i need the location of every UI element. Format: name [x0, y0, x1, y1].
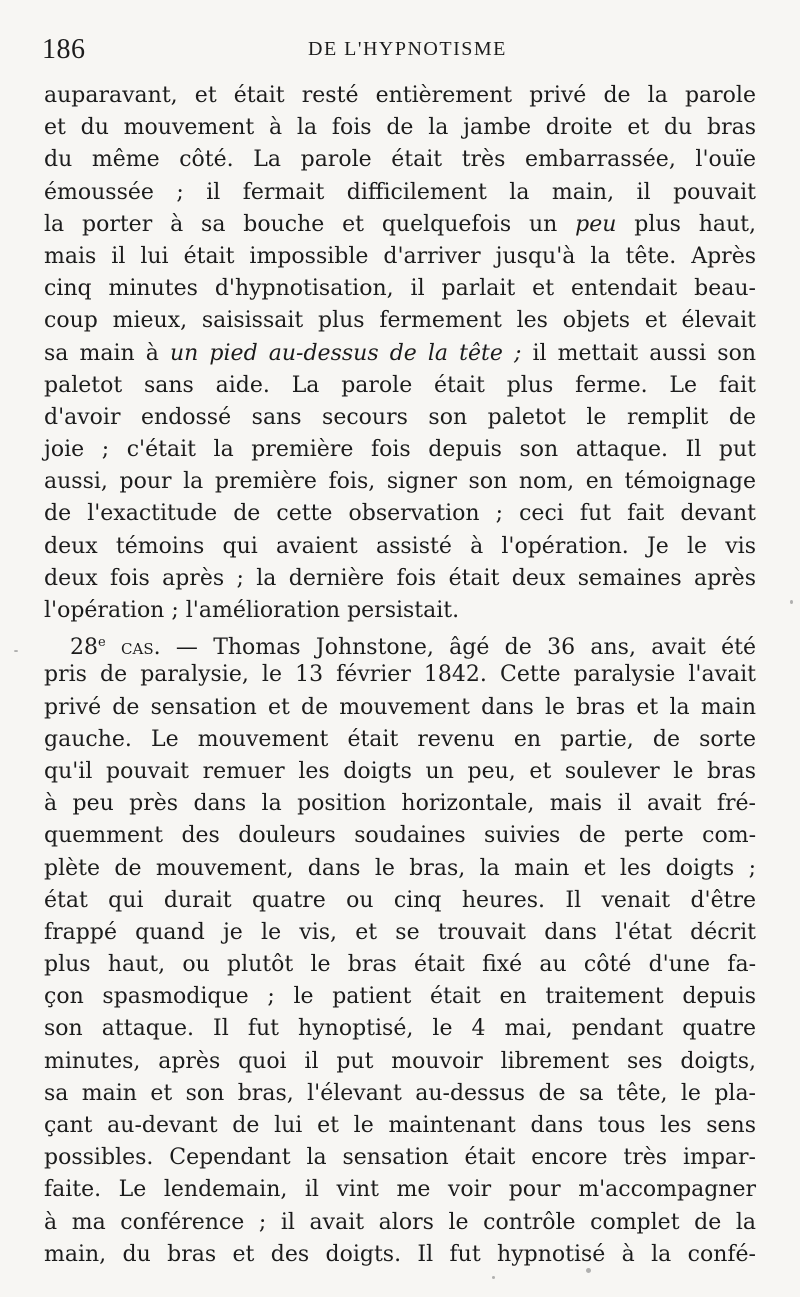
text-line: deux fois après ; la dernière fois était deux semaines après — [44, 565, 756, 591]
print-speck — [492, 1276, 495, 1279]
case-heading-line — [44, 627, 756, 659]
text-segment: — Thomas Johnstone, âgé de 36 ans, avait été — [160, 635, 756, 661]
running-head — [42, 34, 758, 68]
text-line: de l'exactitude de cette observation ; ceci fut fait devant — [44, 501, 756, 527]
text-line: auparavant, et était resté entièrement privé de la parole — [44, 83, 756, 108]
text-segment: sa main à — [44, 340, 170, 366]
print-speck — [790, 600, 793, 604]
text-line: aussi, pour la première fois, signer son nom, en témoignage — [44, 469, 756, 495]
text-segment: il mettait aussi son — [521, 340, 756, 366]
text-segment: la porter à sa bouche et quelquefois un — [44, 211, 576, 237]
text-line: minutes, après quoi il put mouvoir librement ses doigts, — [44, 1048, 756, 1074]
text-line: état qui durait quatre ou cinq heures. Il venait d'être — [44, 887, 756, 913]
text-line: qu'il pouvait remuer les doigts un peu, et soulever le bras — [44, 758, 756, 784]
text-line: frappé quand je le vis, et se trouvait dans l'état décrit — [44, 919, 756, 945]
text-line — [44, 338, 756, 370]
text-line: paletot sans aide. La parole était plus ferme. Le fait — [44, 372, 756, 398]
text-line: çant au-devant de lui et le maintenant dans tous les sens — [44, 1113, 756, 1138]
text-line: deux témoins qui avaient assisté à l'opération. Je le vis — [44, 533, 756, 559]
text-line: l'opération ; l'amélioration persistait. — [44, 598, 460, 623]
case-number-superscript: e — [98, 635, 106, 651]
page-number: 186 — [42, 34, 86, 65]
text-line: du même côté. La parole était très embarrassée, l'ouïe — [44, 147, 756, 173]
text-line: son attaque. Il fut hynoptisé, le 4 mai, pendant quatre — [44, 1016, 756, 1042]
text-line: plète de mouvement, dans le bras, la main et les doigts ; — [44, 855, 756, 881]
case-number: 28 — [70, 635, 98, 661]
text-line: possibles. Cependant la sensation était encore très impar- — [44, 1145, 756, 1171]
text-line: à ma conférence ; il avait alors le contrôle complet de la — [44, 1209, 756, 1235]
text-line: joie ; c'était la première fois depuis son attaque. Il put — [44, 437, 756, 463]
text-line — [44, 209, 756, 241]
case-label: cas. — [105, 635, 161, 661]
text-line: sa main et son bras, l'élevant au-dessus de sa tête, le pla- — [44, 1080, 756, 1106]
text-line: émoussée ; il fermait difficilement la main, il pouvait — [44, 179, 756, 205]
print-speck — [14, 650, 18, 652]
text-line: mais il lui était impossible d'arriver jusqu'à la tête. Après — [44, 243, 756, 269]
text-line: gauche. Le mouvement était revenu en partie, de sorte — [44, 726, 756, 752]
print-speck — [586, 1268, 591, 1273]
text-line: cinq minutes d'hypnotisation, il parlait et entendait beau- — [44, 276, 756, 302]
italic-emphasis: peu — [575, 211, 617, 237]
text-line: et du mouvement à la fois de la jambe droite et du bras — [44, 115, 756, 141]
text-line: main, du bras et des doigts. Il fut hypnotisé à la confé- — [44, 1241, 756, 1267]
text-line: privé de sensation et de mouvement dans le bras et la main — [44, 694, 756, 720]
italic-emphasis: un pied au-dessus de la tête ; — [170, 340, 522, 366]
text-segment: plus haut, — [616, 211, 756, 237]
text-line: à peu près dans la position horizontale, mais il avait fré- — [44, 791, 756, 817]
text-line: quemment des douleurs soudaines suivies de perte com- — [44, 823, 756, 849]
text-line: d'avoir endossé sans secours son paletot le remplit de — [44, 404, 756, 430]
body-text — [44, 80, 756, 1271]
text-line: coup mieux, saisissait plus fermement les objets et élevait — [44, 308, 756, 334]
text-line: faite. Le lendemain, il vint me voir pour m'accompagner — [44, 1177, 756, 1203]
text-line: plus haut, ou plutôt le bras était fixé au côté d'une fa- — [44, 952, 756, 978]
text-line: çon spasmodique ; le patient était en traitement depuis — [44, 984, 756, 1010]
running-title: DE L'HYPNOTISME — [308, 38, 507, 60]
text-line: pris de paralysie, le 13 février 1842. Cette paralysie l'avait — [44, 662, 756, 688]
